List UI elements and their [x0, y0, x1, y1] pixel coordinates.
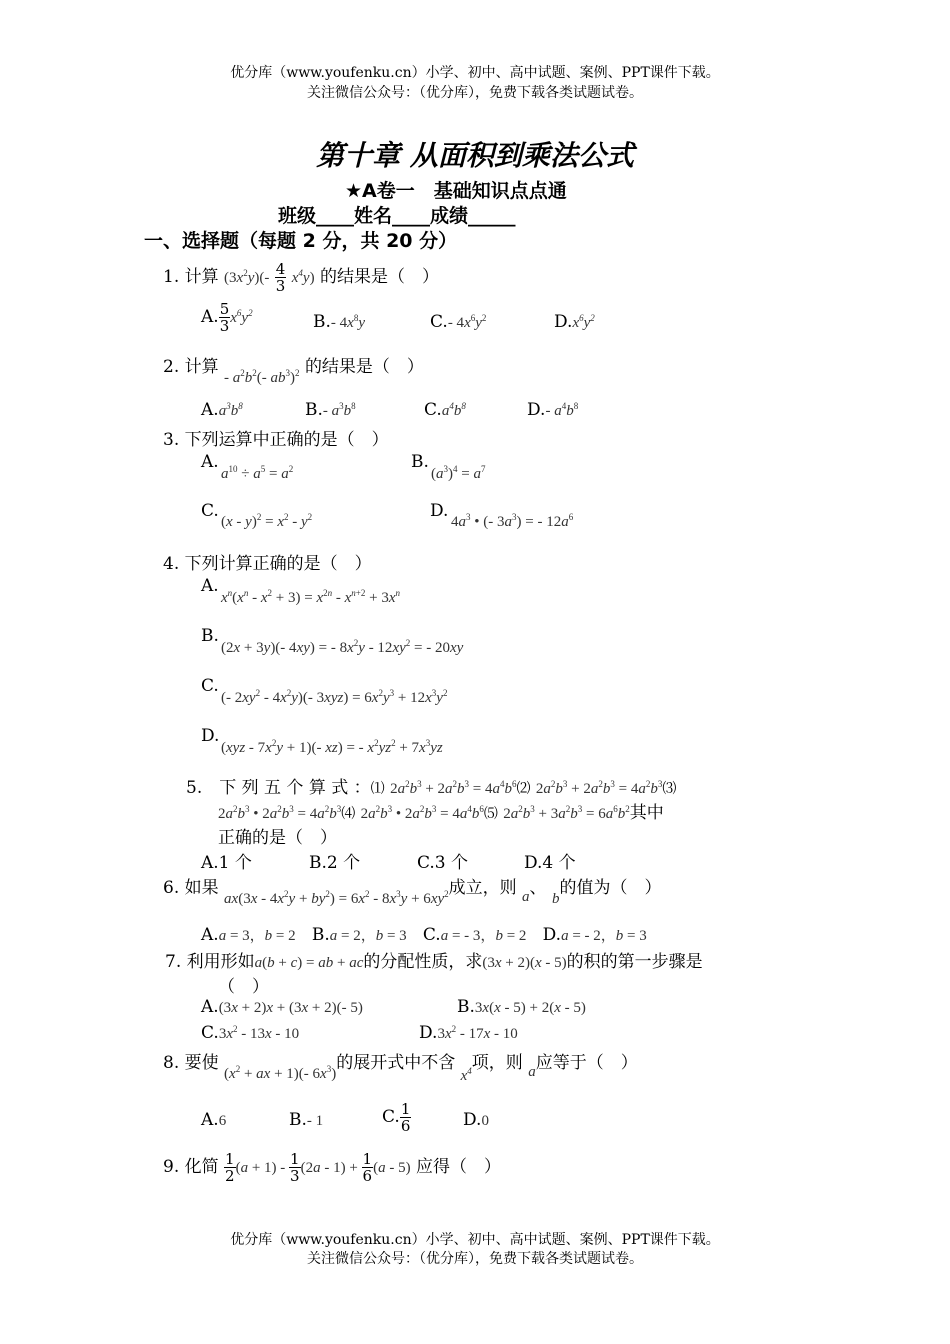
- question-2: 2. 计算 - $a^2b^2(-$ $ab^3)^2$ 的结果是（ ）: [163, 357, 424, 386]
- q5-option-a: A.1 个: [201, 853, 252, 873]
- q4-option-b: B.: [201, 626, 219, 646]
- q4-option-d-formula: $(xyz - 7x^2y + 1)(-$ xz) = - $x^2yz^2 + 7x^3yz$: [221, 738, 443, 756]
- q4-option-c: C.: [201, 676, 219, 696]
- question-3: 3. 下列运算中正确的是（ ）: [163, 430, 389, 450]
- q4-option-a: A.: [201, 576, 219, 596]
- q1-option-c: C.- $4x^6y^2$: [430, 312, 487, 332]
- q7-option-a: A.(3x + 2)x + (3x + 2)(- 5): [201, 997, 363, 1017]
- q8-option-a: A.6: [201, 1110, 227, 1130]
- footer-line-2: 关注微信公众号：（优分库），免费下载各类试题试卷。: [307, 1251, 643, 1267]
- q3-option-d-formula: $4a^3$ • (- $3a^3$) = - $12a^6$: [451, 512, 574, 530]
- q3-option-c: C.: [201, 501, 219, 521]
- q5-option-b: B.2 个: [309, 853, 361, 873]
- q4-option-d: D.: [201, 726, 220, 746]
- q2-option-b: B.- $a^3b^8$: [305, 400, 356, 420]
- chapter-title: 第十章 从面积到乘法公式: [316, 139, 634, 172]
- question-4: 4. 下列计算正确的是（ ）: [163, 554, 372, 574]
- q5-option-c: C.3 个: [417, 853, 469, 873]
- q6-options: A.a = 3，b = 2 B.a = 2，b = 3 C.a = - 3，b = 2 D.a = - 2，b = 3: [201, 925, 647, 945]
- q7-option-c: $C.3x^2 - 13x - 10$: [201, 1023, 300, 1043]
- q3-option-b-formula: $(a^3)^4 = a^7$: [431, 464, 486, 482]
- q3-option-d: D.: [430, 501, 449, 521]
- header-line-1: 优分库（www.youfenku.cn）小学、初中、高中试题、案例、PPT课件下载。: [230, 65, 720, 81]
- footer-line-1: 优分库（www.youfenku.cn）小学、初中、高中试题、案例、PPT课件下载。: [230, 1232, 720, 1248]
- question-5: 5. 下 列 五 个 算 式 ：⑴ $2a^2b^3 + 2a^2b^3$ = $4a^4b^6⑵$ $2a^2b^3 + 2a^2b^3$ = $4a^2b^3⑶$: [186, 778, 677, 798]
- q1-option-a: A. $\frac{5}{3}$ $x^6y^2$: [201, 300, 253, 335]
- q1-suffix: 的结果是（ ）: [319, 267, 439, 287]
- q1-option-d: $D.x^6y^2$: [554, 312, 595, 332]
- q4-option-a-formula: $x^n(x^n - x^2 + 3) = x^{2n} - x^{n+2} + 3x^n$: [221, 588, 400, 606]
- section-heading: 一、选择题（每题 2 分，共 20 分）: [144, 230, 458, 252]
- q8-option-d: D.0: [463, 1110, 489, 1130]
- q5-line-2: $2a^2b^3$ • $2a^2b^3$ = $4a^2b^3⑷$ $2a^2b^3$ • $2a^2b^3$ = $4a^4b^6⑸$ $2a^2b^3 + 3a^2b^3 = 6a^6b^2$其中: [218, 803, 664, 823]
- question-9: 9. 化简 $\frac{1}{2}$ (a + 1) - $\frac{1}{3}$ (2a - 1) + $\frac{1}{6}$ (a - 5) 应得（ ）: [163, 1150, 501, 1185]
- question-8: 8. 要使 ($x^2$ + ax + 1)(- $6x^3$)的展开式中不含 $x^4$项，则 a应等于（ ）: [163, 1053, 638, 1084]
- q4-option-c-formula: (- $2xy^2 - 4x^2y)(-$ $3xyz) = 6x^2y^3 + 12x^3y^2$: [221, 688, 448, 706]
- header-line-2: 关注微信公众号：（优分库），免费下载各类试题试卷。: [307, 85, 643, 101]
- q3-option-b: B.: [411, 452, 429, 472]
- q3-option-c-formula: $(x - y)^2 = x^2 - y^2$: [221, 512, 313, 530]
- q2-option-d: D.- $a^4b^8$: [527, 400, 579, 420]
- q2-option-c: $C.a^4b^8$: [424, 400, 466, 420]
- q8-option-c: C. $\frac{1}{6}$: [382, 1100, 411, 1135]
- q5-line-3: 正确的是（ ）: [218, 828, 337, 848]
- q1-option-b: B.- $4x^8y$: [313, 312, 365, 332]
- q3-option-a-formula: $a^{10} \div a^5 = a^2$: [221, 464, 294, 482]
- q4-option-b-formula: (2x + 3y)(- 4xy) = - $8x^2y - 12xy^2$ = - 20xy: [221, 638, 464, 656]
- q7-line-2: （ ）: [218, 977, 269, 997]
- question-7: 7. 利用形如a(b + c) = ab + ac的分配性质，求(3x + 2)(x - 5)的积的第一步骤是: [165, 952, 703, 972]
- q8-option-b: B.- 1: [289, 1110, 324, 1130]
- q7-option-b: B.3x(x - 5) + 2(x - 5): [457, 997, 586, 1017]
- q5-option-d: D.4 个: [524, 853, 576, 873]
- q1-prefix: 1. 计算: [163, 267, 219, 287]
- student-info-line: 班级____姓名____成绩_____: [278, 205, 516, 227]
- q7-option-d: $D.3x^2 - 17x - 10$: [419, 1023, 518, 1043]
- question-1: 1. 计算 $(3x^2y)(-$ $\frac{4}{3}$ $x^4y$) 的结果是（ ）: [163, 260, 439, 295]
- question-6: 6. 如果 $ax(3x - 4x^2y + by^2) = 6x^2 - 8x^3y + 6xy^2$成立，则 a、 b的值为（ ）: [163, 878, 662, 907]
- q3-option-a: A.: [201, 452, 219, 472]
- paper-subtitle: ★A卷一 基础知识点点通: [345, 180, 567, 202]
- q2-option-a: $A.a^3b^8$: [201, 400, 243, 420]
